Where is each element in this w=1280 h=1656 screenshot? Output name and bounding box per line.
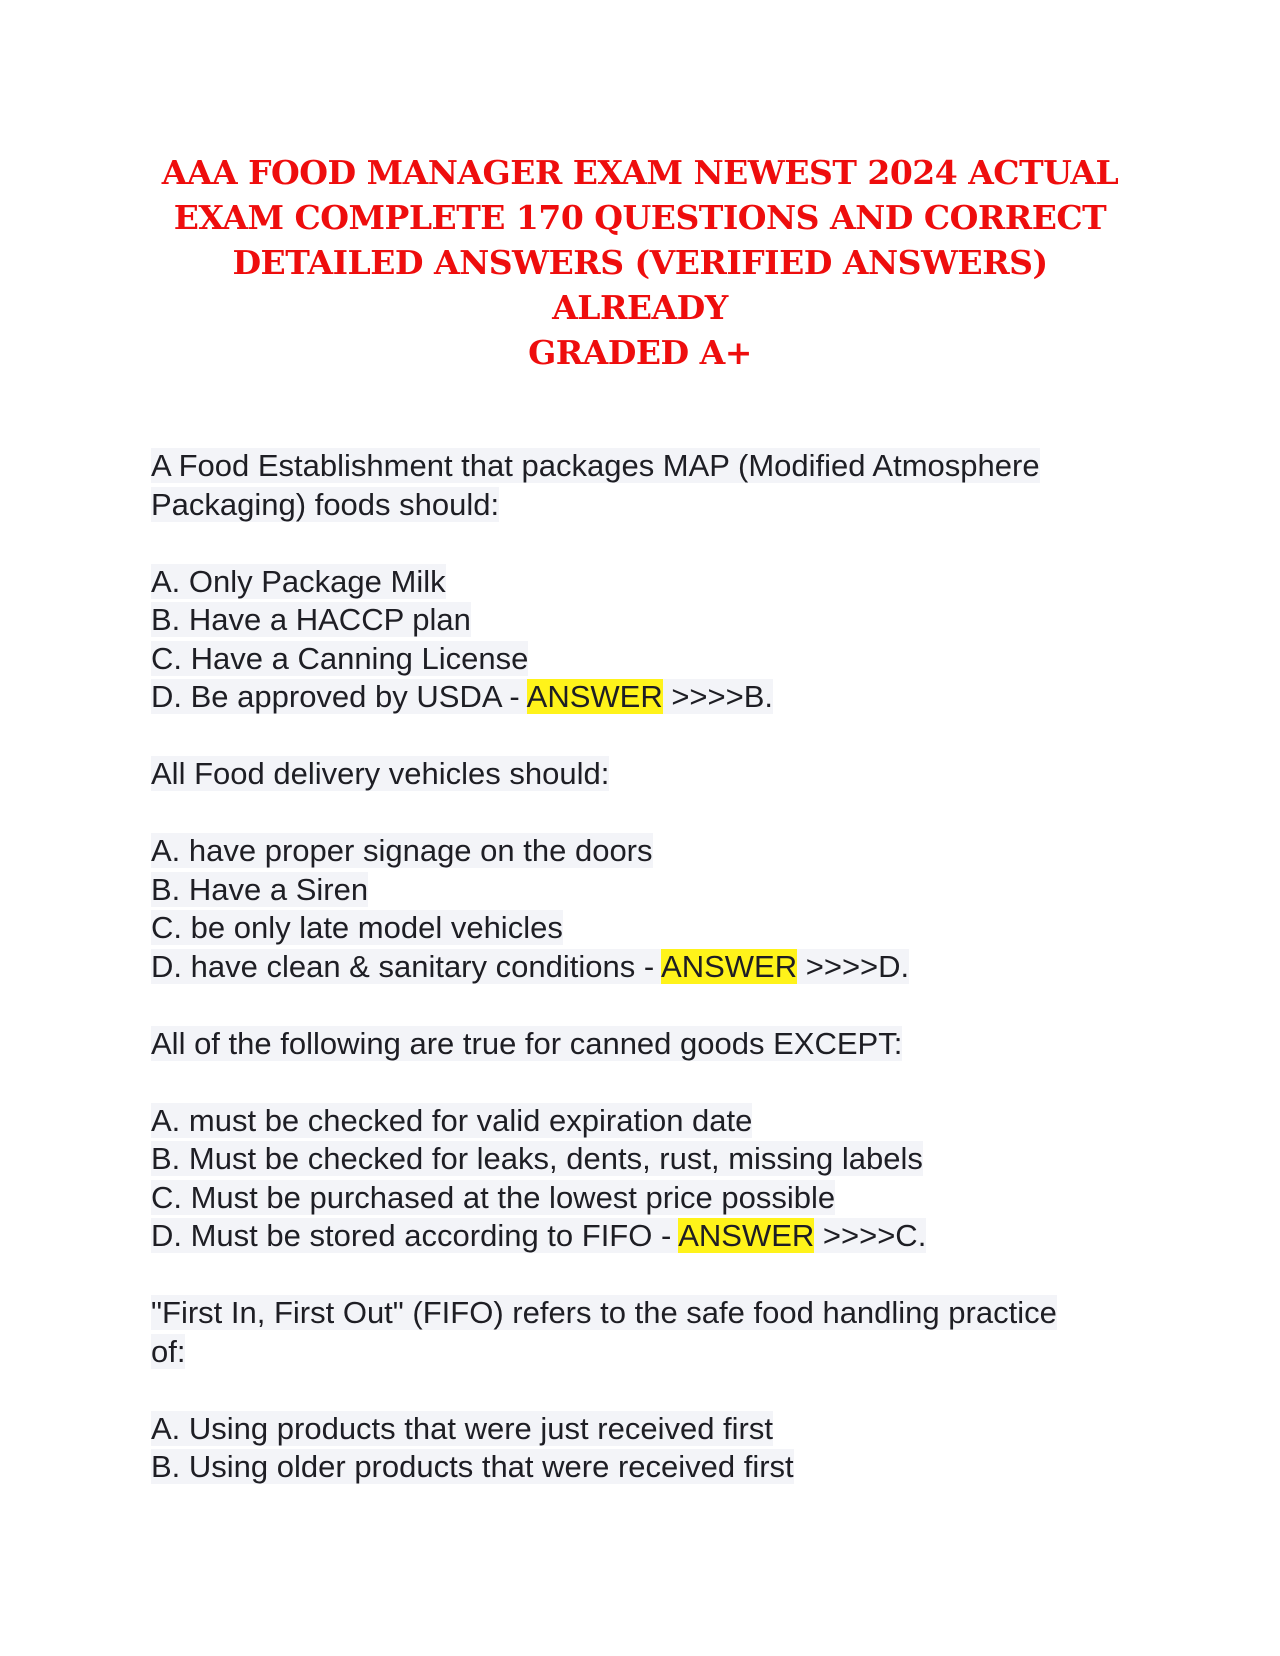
- answer-option: B. Have a Siren: [151, 871, 369, 907]
- answer-option: A. Using products that were just received first: [151, 1410, 773, 1446]
- answer-highlight: ANSWER: [678, 1218, 815, 1253]
- question-stem-line: All of the following are true for canned goods EXCEPT:: [151, 1025, 903, 1061]
- question-block: [151, 755, 1151, 1025]
- document-title: [140, 150, 1140, 375]
- spacer: [151, 1063, 1151, 1102]
- question-block: [151, 1294, 1151, 1487]
- spacer: [151, 794, 1151, 833]
- title-line: AAA FOOD MANAGER EXAM NEWEST 2024 ACTUAL: [161, 153, 1119, 192]
- question-stem-line: "First In, First Out" (FIFO) refers to the safe food handling practice: [151, 1295, 1057, 1330]
- answer-option: A. Only Package Milk: [151, 563, 446, 599]
- answer-key: >>>>C.: [814, 1218, 927, 1253]
- answer-option: C. Must be purchased at the lowest price possible: [151, 1179, 836, 1215]
- answer-option-final: D. Must be stored according to FIFO - ANSWER >>>>C.: [151, 1218, 927, 1253]
- spacer: [151, 1371, 1151, 1410]
- answer-key: >>>>D.: [797, 948, 910, 984]
- spacer: [151, 986, 1151, 1025]
- answer-key: >>>>B.: [662, 679, 774, 714]
- answer-option: B. Have a HACCP plan: [151, 602, 471, 637]
- answer-option: C. be only late model vehicles: [151, 910, 563, 945]
- spacer: [151, 524, 1151, 563]
- answer-option: B. Using older products that were received first: [151, 1449, 794, 1484]
- answer-highlight: ANSWER: [661, 948, 798, 984]
- question-block: [151, 447, 1151, 755]
- answer-option-final: D. have clean & sanitary conditions - ANSWER >>>>D.: [151, 948, 910, 984]
- answer-option: A. must be checked for valid expiration date: [151, 1102, 753, 1138]
- answer-option: A. have proper signage on the doors: [151, 833, 653, 868]
- answer-option: C. Have a Canning License: [151, 640, 529, 676]
- question-stem-line: A Food Establishment that packages MAP (Modified Atmosphere: [151, 448, 1040, 483]
- title-line: DETAILED ANSWERS (VERIFIED ANSWERS) ALREADY: [232, 243, 1048, 327]
- spacer: [151, 1256, 1151, 1295]
- question-stem-line: All Food delivery vehicles should:: [151, 756, 610, 791]
- question-stem-line: of:: [151, 1333, 186, 1369]
- spacer: [151, 717, 1151, 756]
- title-line: GRADED A+: [528, 333, 752, 372]
- question-stem-line: Packaging) foods should:: [151, 486, 500, 522]
- document-body: [151, 447, 1151, 1487]
- answer-option: B. Must be checked for leaks, dents, rust, missing labels: [151, 1141, 923, 1176]
- answer-highlight: ANSWER: [526, 679, 663, 714]
- answer-option-final: D. Be approved by USDA - ANSWER >>>>B.: [151, 679, 774, 714]
- question-block: [151, 1025, 1151, 1295]
- title-line: EXAM COMPLETE 170 QUESTIONS AND CORRECT: [173, 198, 1107, 237]
